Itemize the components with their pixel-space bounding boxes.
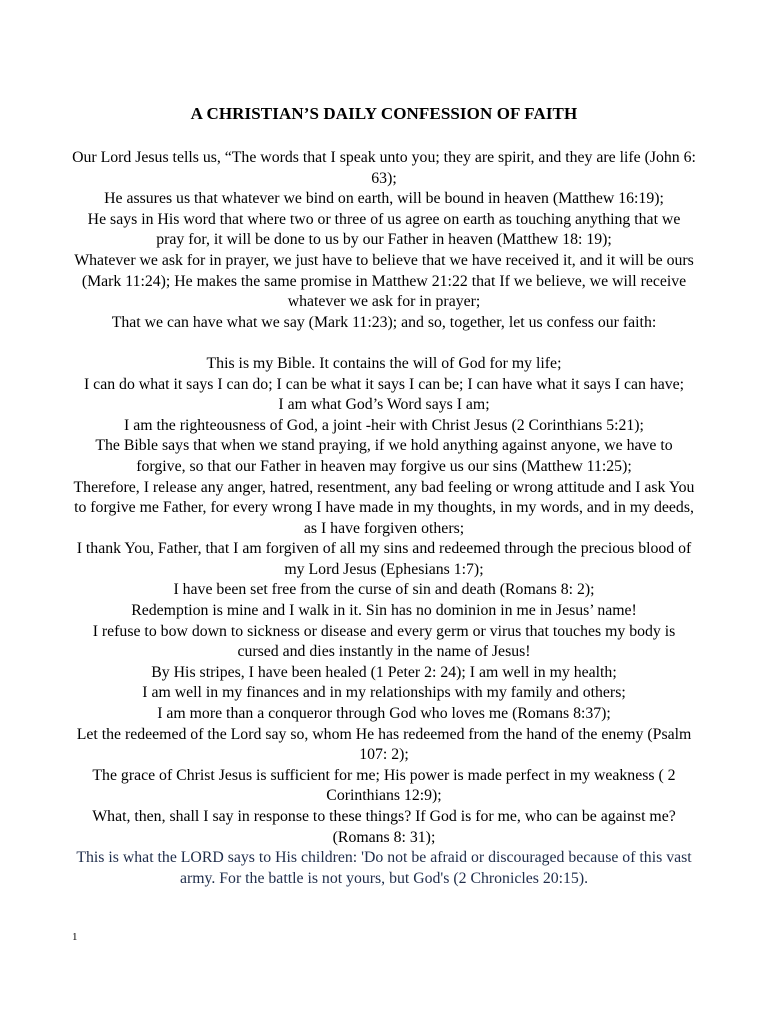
intro-line: He assures us that whatever we bind on earth, will be bound in heaven (Matthew 16:19);: [104, 190, 664, 208]
confession-line: The grace of Christ Jesus is sufficient for me; His power is made perfect in my weakness ( 2 Corinthians 12:9);: [92, 766, 676, 805]
confession-line: The Bible says that when we stand praying, if we hold anything against anyone, we have to forgive, so that our Father in heaven may forgive us our sins (Matthew 11:25);: [95, 437, 673, 475]
confession-line: Therefore, I release any anger, hatred, resentment, any bad feeling or wrong attitude and I ask You to forgive me Father, for every wrong I have made in my thoughts, in my words, and in my deeds, as I have forgiven others;: [73, 478, 695, 537]
intro-line: That we can have what we say (Mark 11:23); and so, together, let us confess our faith:: [111, 313, 657, 331]
confession-line: I am more than a conqueror through God who loves me (Romans 8:37);: [157, 705, 611, 723]
closing-verse: This is what the LORD says to His children: 'Do not be afraid or discouraged because of this vast army. For the battle is not yours, but God's (2 Chronicles 20:15).: [76, 849, 692, 887]
confession-line: This is my Bible. It contains the will of God for my life;: [206, 354, 562, 372]
confession-line: Let the redeemed of the Lord say so, whom He has redeemed from the hand of the enemy (Psalm 107: 2);: [76, 725, 692, 764]
confession-line: I am the righteousness of God, a joint -heir with Christ Jesus (2 Corinthians 5:21);: [124, 416, 644, 434]
confession-line: I thank You, Father, that I am forgiven of all my sins and redeemed through the precious blood of my Lord Jesus (Ephesians 1:7);: [76, 540, 692, 578]
intro-line: He says in His word that where two or three of us agree on earth as touching anything that we pray for, it will be done to us by our Father in heaven (Matthew 18: 19);: [87, 210, 681, 249]
confession-line: Redemption is mine and I walk in it. Sin has no dominion in me in Jesus’ name!: [131, 602, 637, 620]
confession-line: I have been set free from the curse of sin and death (Romans 8: 2);: [173, 581, 595, 599]
confession-line: I am what God’s Word says I am;: [278, 396, 490, 414]
page-number: 1: [72, 931, 78, 943]
confession-line: I can do what it says I can do; I can be what it says I can be; I can have what it says I can have;: [83, 375, 685, 393]
confession-line: I refuse to bow down to sickness or disease and every germ or virus that touches my body is cursed and dies instantly in the name of Jesus!: [92, 622, 676, 661]
confession-line: What, then, shall I say in response to these things? If God is for me, who can be against me? (Romans 8: 31);: [92, 808, 676, 846]
confession-line: By His stripes, I have been healed (1 Peter 2: 24); I am well in my health;: [151, 663, 617, 681]
intro-line: Whatever we ask for in prayer, we just have to believe that we have received it, and it will be ours (Mark 11:24); He makes the same promise in Matthew 21:22 that If we believe, we will receive whatever we ask for in prayer;: [74, 251, 694, 311]
intro-line: Our Lord Jesus tells us, “The words that I speak unto you; they are spirit, and they are life (John 6: 63);: [72, 149, 696, 187]
document-title: A CHRISTIAN’S DAILY CONFESSION OF FAITH: [190, 104, 578, 123]
confession-line: I am well in my finances and in my relationships with my family and others;: [142, 684, 626, 702]
paragraph-gap: [72, 333, 696, 354]
document-body: [72, 148, 696, 889]
